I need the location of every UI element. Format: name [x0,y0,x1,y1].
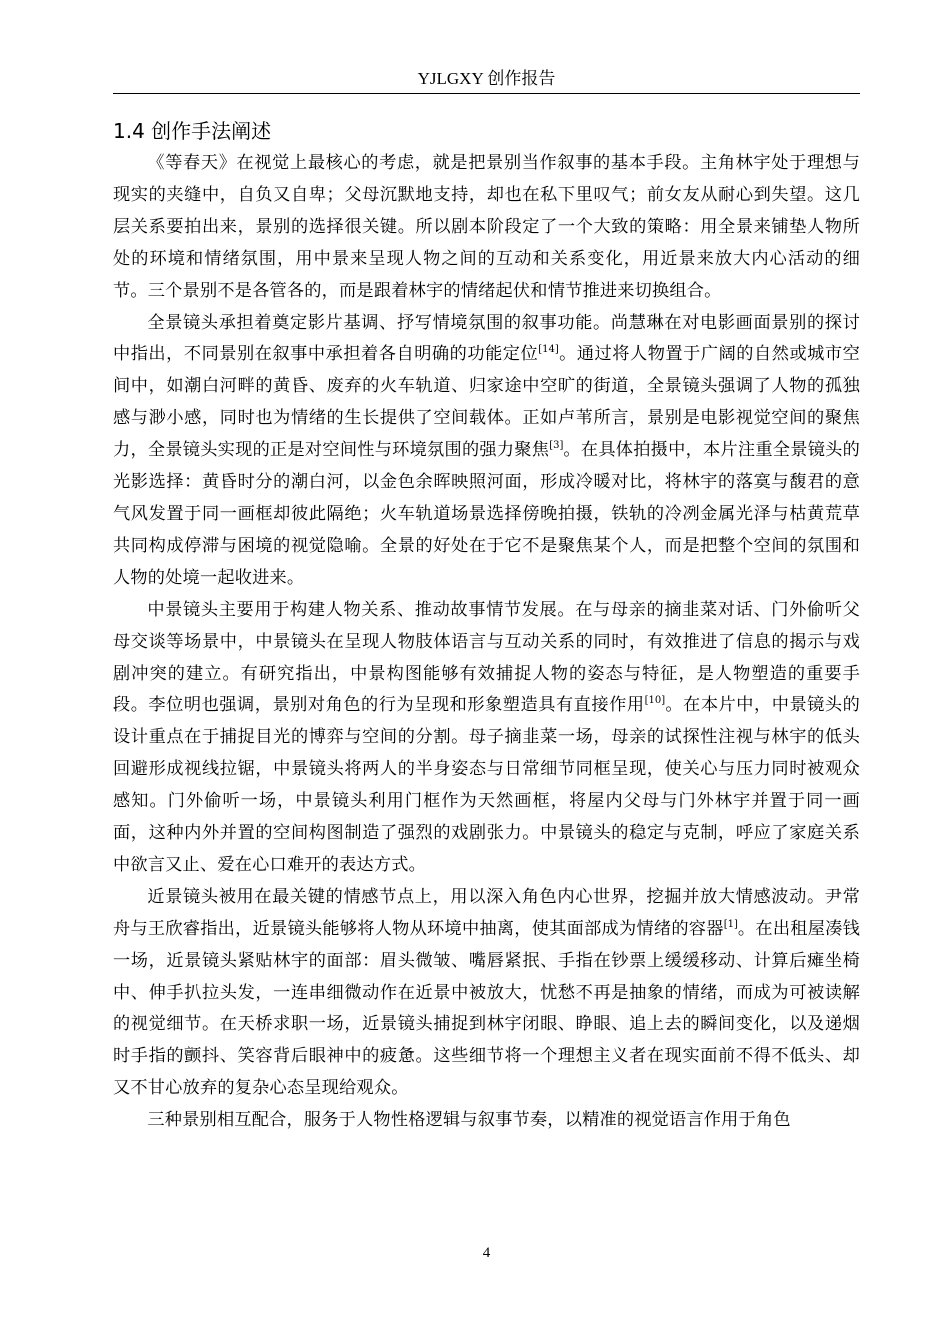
paragraph-text: 。通过将人物置于广阔的自然或城市空间中，如潮白河畔的黄昏、废弃的火车轨道、归家途中空旷的街道，全景镜头强调了人物的孤独感与渺小感，同时也为情绪的生长提供了空间载体。正如卢苇所言，景别是电影视觉空间的聚焦力，全景镜头实现的正是对空间性与环境氛围的强力聚焦 [113,344,860,461]
citation-marker: [10] [644,695,666,707]
body-text [113,148,860,1137]
paragraph-text: 近景镜头被用在最关键的情感节点上，用以深入角色内心世界，挖掘并放大情感波动。尹常舟与王欣睿指出，近景镜头能够将人物从环境中抽离，使其面部成为情绪的容器 [113,886,860,939]
section-heading: 1.4 创作手法阐述 [113,119,272,143]
paragraph-1 [113,148,860,308]
paragraph-text: 全景镜头承担着奠定影片基调、抒写情境氛围的叙事功能。尚慧琳在对电影画面景别的探讨中指出，不同景别在叙事中承担着各自明确的功能定位 [113,312,860,365]
paragraph-text: 三种景别相互配合，服务于人物性格逻辑与叙事节奏，以精准的视觉语言作用于角色 [147,1110,791,1131]
paragraph-4 [113,882,860,1105]
paragraph-text: 《等春天》在视觉上最核心的考虑，就是把景别当作叙事的基本手段。主角林宇处于理想与现实的夹缝中，自负又自卑；父母沉默地支持，却也在私下里叹气；前女友从耐心到失望。这几层关系要拍出来，景别的选择很关键。所以剧本阶段定了一个大致的策略：用全景来铺垫人物所处的环境和情绪氛围，用中景来呈现人物之间的互动和关系变化，用近景来放大内心活动的细节。三个景别不是各管各的，而是跟着林宇的情绪起伏和情节推进来切换组合。 [113,153,860,301]
citation-marker: [14] [538,344,559,356]
citation-marker: [1] [723,918,738,930]
paragraph-text: 。在本片中，中景镜头的设计重点在于捕捉目光的博弈与空间的分割。母子摘韭菜一场，母亲的试探性注视与林宇的低头回避形成视线拉锯，中景镜头将两人的半身姿态与日常细节同框呈现，使关心与压力同时被观众感知。门外偷听一场，中景镜头利用门框作为天然画框，将屋内父母与门外林宇并置于同一画面，这种内外并置的空间构图制造了强烈的戏剧张力。中景镜头的稳定与克制，呼应了家庭关系中欲言又止、爱在心口难开的表达方式。 [113,695,860,875]
citation-marker: [3] [549,440,564,452]
paragraph-text: 中景镜头主要用于构建人物关系、推动故事情节发展。在与母亲的摘韭菜对话、门外偷听父母交谈等场景中，中景镜头在呈现人物肢体语言与互动关系的同时，有效推进了信息的揭示与戏剧冲突的建立。有研究指出，中景构图能够有效捕捉人物的姿态与特征，是人物塑造的重要手段。李位明也强调，景别对角色的行为呈现和形象塑造具有直接作用 [113,599,860,716]
header-divider [113,93,860,94]
paragraph-3 [113,595,860,882]
paragraph-2 [113,308,860,595]
paragraph-text: 。在具体拍摄中，本片注重全景镜头的光影选择：黄昏时分的潮白河，以金色余晖映照河面，形成冷暖对比，将林宇的落寞与馥君的意气风发置于同一画框却彼此隔绝；火车轨道场景选择傍晚拍摄，铁轨的冷冽金属光泽与枯黄荒草共同构成停滞与困境的视觉隐喻。全景的好处在于它不是聚焦某个人，而是把整个空间的氛围和人物的处境一起收进来。 [113,440,860,588]
running-header: YJLGXY 创作报告 [417,69,556,88]
page-number: 4 [482,1245,491,1261]
paragraph-5 [113,1105,860,1137]
paragraph-text: 。在出租屋凑钱一场，近景镜头紧贴林宇的面部：眉头微皱、嘴唇紧抿、手指在钞票上缓缓移动、计算后瘫坐椅中、伸手扒拉头发，一连串细微动作在近景中被放大，忧愁不再是抽象的情绪，而成为可被读解的视觉细节。在天桥求职一场，近景镜头捕捉到林宇闭眼、睁眼、追上去的瞬间变化，以及递烟时手指的颤抖、笑容背后眼神中的疲惫。这些细节将一个理想主义者在现实面前不得不低头、却又不甘心放弃的复杂心态呈现给观众。 [113,918,860,1099]
